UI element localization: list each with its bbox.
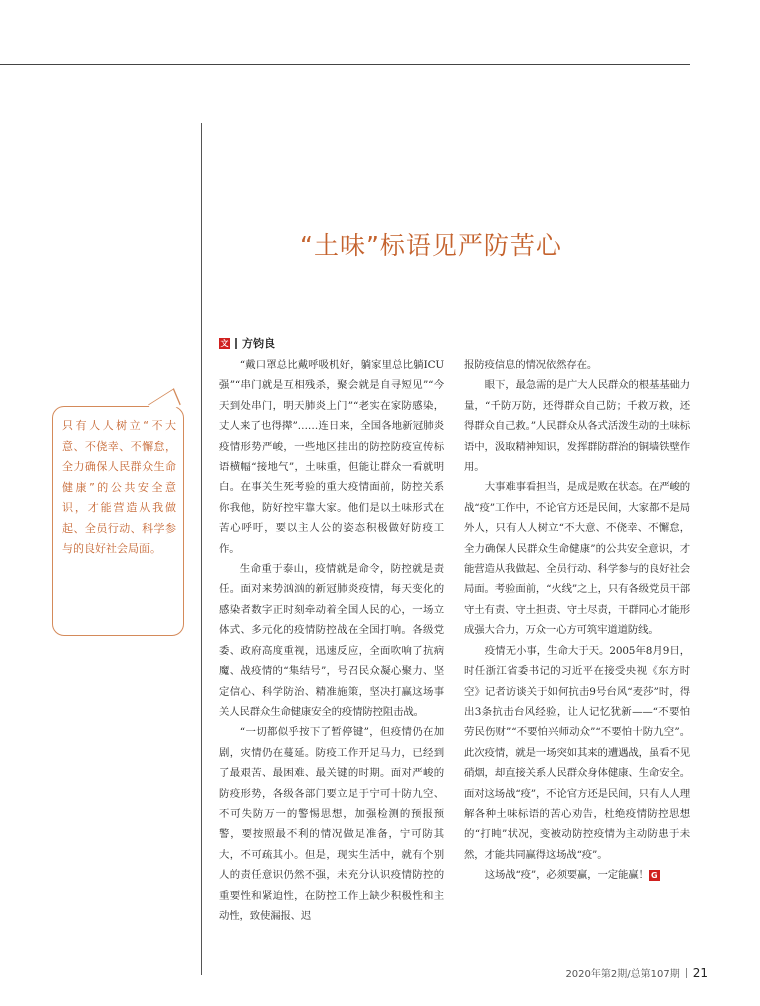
paragraph: 大事难事看担当，是成是败在状态。在严峻的战“疫”工作中，不论官方还是民间，大家都不是局外人，只有人人树立“不大意、不侥幸、不懈怠，全力确保人民群众生命健康”的公共安全意识，才能营造从我做起、全员行动、科学参与的良好社会局面。考验面前，“火线”之上，只有各级党员干部守土有责、守土担责、守土尽责，干群同心才能形成强大合力，万众一心方可筑牢道道防线。: [464, 481, 690, 637]
footer-separator: [686, 968, 687, 978]
paragraph: 眼下，最急需的是广大人民群众的根基基础力量，“千防万防，还得群众自己防；千救万救，还得群众自己救。”人民群众从各式活泼生动的土味标语中，汲取精神知识，发挥群防群治的铜墙铁壁作用。: [464, 379, 690, 474]
paragraph-continuation: 报防疫信息的情况依然存在。: [464, 359, 598, 371]
issue-info: 2020年第2期/总第107期: [565, 969, 680, 980]
page-footer: [565, 965, 708, 980]
closing-text: 这场战“疫”，必须要赢，一定能赢！: [484, 869, 649, 882]
body-column-right: [464, 355, 690, 886]
byline-separator: [235, 338, 237, 349]
byline-tag: 文: [220, 338, 229, 348]
byline: [219, 335, 275, 351]
pull-quote-text: 只有人人树立“不大意、不侥幸、不懈怠，全力确保人民群众生命健康”的公共安全意识，才能营造从我做起、全员行动、科学参与的良好社会局面。: [62, 419, 176, 555]
body-column-left: [219, 355, 444, 926]
paragraph: 疫情无小事，生命大于天。2005年8月9日，时任浙江省委书记的习近平在接受央视《东方时空》记者访谈关于如何抗击9号台风“麦莎”时，得出3条抗击台风经验，让人记忆犹新——“不要怕劳民伤财”“不要怕兴师动众”“不要怕十防九空”。此次疫情，就是一场突如其来的遭遇战，虽看不见硝烟，却直接关系人民群众身体健康、生命安全。面对这场战“疫”，不论官方还是民间，只有人人理解各种土味标语的苦心劝告，杜绝疫情防控思想的“打盹”状况，变被动防控疫情为主动防患于未然，才能共同赢得这场战“疫”。: [464, 644, 690, 861]
paragraph: “一切都似乎按下了暂停键”，但疫情仍在加剧，灾情仍在蔓延。防疫工作开足马力，已经到了最艰苦、最困难、最关键的时期。面对严峻的防疫形势，各级各部门要立足于宁可十防九空、不可失防万一的警惕思想，加强检测的预报预警，要按照最不利的情况做足准备，宁可防其大，不可疏其小。但是，现实生活中，就有个别人的责任意识仍然不强，未充分认识疫情防控的重要性和紧迫性，在防控工作上缺少积极性和主动性，致使漏报、迟: [219, 726, 444, 922]
article-title: “土味”标语见严防苦心: [300, 231, 562, 260]
top-rule: [0, 64, 690, 65]
author-name: 方钧良: [242, 337, 275, 350]
page-number: 21: [692, 965, 708, 980]
paragraph: 生命重于泰山，疫情就是命令，防控就是责任。面对来势汹汹的新冠肺炎疫情，每天变化的感染者数字正时刻牵动着全国人民的心，一场立体式、多元化的疫情防控战在全国打响。各级党委、政府高度重视，迅速反应，全面吹响了抗病魔、战疫情的“集结号”，号召民众凝心聚力、坚定信心、科学防治、精准施策，坚决打赢这场事关人民群众生命健康安全的疫情防控阻击战。: [219, 563, 444, 718]
end-mark-icon: G: [649, 870, 660, 881]
paragraph: “戴口罩总比戴呼吸机好，躺家里总比躺ICU强”“串门就是互相残杀，聚会就是自寻短见”“今天到处串门，明天肺炎上门”“老实在家防感染，丈人来了也得撵”……连日来，全国各地新冠肺炎疫情形势严峻，一些地区挂出的防控防疫宣传标语横幅“接地气”，土味重，但能让群众一看就明白。在事关生死考验的重大疫情面前，防控关系你我他，防好控牢靠大家。他们是以土味形式在苦心呼吁，要以主人公的姿态积极做好防疫工作。: [219, 359, 444, 555]
closing-paragraph: [464, 865, 690, 885]
column-divider-rule: [201, 123, 202, 975]
